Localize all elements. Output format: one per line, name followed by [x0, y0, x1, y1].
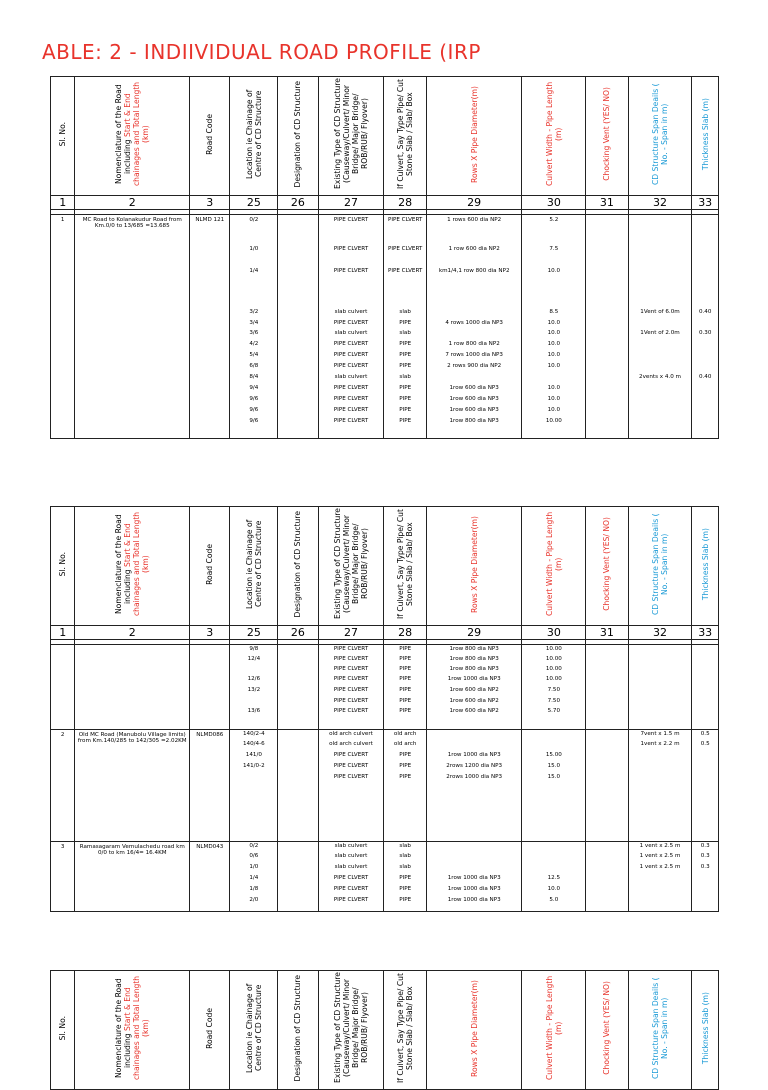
- cell-ifc: PIPE: [399, 676, 412, 682]
- cell-width: 10.00: [545, 646, 562, 652]
- cell-type: slab culvert: [334, 330, 368, 336]
- header-thickness-slab: Thickness Slab (m): [692, 971, 719, 1090]
- cell-loc: 140/4-6: [242, 741, 265, 747]
- column-number: 33: [692, 196, 719, 210]
- cell-width: 10.0: [547, 352, 561, 358]
- cell-ifc: PIPE: [399, 763, 412, 769]
- column-number: 2: [75, 196, 190, 210]
- column-number: 32: [628, 626, 692, 640]
- cell-ifc: PIPE: [399, 886, 412, 892]
- cell-width: 8.5: [549, 309, 559, 315]
- cell-ifc: PIPE: [399, 407, 412, 413]
- column-number: 27: [318, 626, 384, 640]
- cell-pipe: 1row 600 dia NP3: [449, 396, 499, 402]
- cell-width: 10.0: [547, 407, 561, 413]
- header-nomenclature: Nomenclature of the Road including Start & End chainages and Total Length (km): [75, 971, 190, 1090]
- cell-type: PIPE CLVERT: [333, 897, 369, 903]
- cell-ifc: slab: [399, 309, 411, 315]
- cell-pipe: 4 rows 1000 dia NP3: [445, 320, 503, 326]
- header-span-details: CD Structure Span Deails ( No. - Span in m): [628, 77, 692, 196]
- header-designation: Designation of CD Structure: [278, 507, 318, 626]
- cell-ifc: PIPE: [399, 698, 412, 704]
- road-profile-table-3: [50, 970, 719, 1090]
- cell-loc: 9/8: [249, 646, 259, 652]
- cell-type: PIPE CLVERT: [333, 886, 369, 892]
- cell-ifc: PIPE: [399, 774, 412, 780]
- cell-ifc: PIPE: [399, 687, 412, 693]
- cell-width: 10.00: [545, 656, 562, 662]
- cell-width: 10.0: [547, 385, 561, 391]
- header-row: [51, 77, 719, 196]
- cell-thick: 0.30: [698, 330, 712, 336]
- header-road-code: Road Code: [190, 507, 230, 626]
- cell-span: 1 vent x 2.5 m: [639, 864, 681, 870]
- header-location: Location ie Chainage of Centre of CD Structure: [230, 507, 278, 626]
- column-number: 3: [190, 626, 230, 640]
- cell-width: 10.0: [547, 341, 561, 347]
- header-chocking-vent: Chocking Vent (YES/ NO): [586, 971, 628, 1090]
- cell-loc: 9/6: [249, 407, 259, 413]
- cell-type: PIPE CLVERT: [333, 246, 369, 252]
- cell-thick: 0.40: [698, 374, 712, 380]
- header-if-culvert: If Culvert, Say Type Pipe/ Cut Stone Slab / Slab/ Box: [384, 77, 426, 196]
- cell-thick: 0.5: [700, 731, 710, 737]
- column-number: 1: [51, 626, 75, 640]
- cell-pipe: km1/4,1 row 800 dia NP2: [438, 268, 510, 274]
- header-location: Location ie Chainage of Centre of CD Structure: [230, 77, 278, 196]
- header-designation: Designation of CD Structure: [278, 77, 318, 196]
- header-location: Location ie Chainage of Centre of CD Structure: [230, 971, 278, 1090]
- cell-loc: 12/6: [247, 676, 261, 682]
- cell-type: slab culvert: [334, 853, 368, 859]
- cell-width: 5.70: [547, 708, 561, 714]
- cell-type: slab culvert: [334, 374, 368, 380]
- cell-loc: 1/4: [249, 268, 259, 274]
- cell-width: 7.5: [549, 246, 559, 252]
- cell-type: PIPE CLVERT: [333, 875, 369, 881]
- cell-pipe: 1row 600 dia NP2: [449, 708, 499, 714]
- cell-ifc: PIPE CLVERT: [387, 268, 423, 274]
- header-existing-type: Existing Type of CD Structure (Causeway/Culvert/ Minor Bridge/ Major Bridge/ ROB/RUB/ Flyover): [318, 971, 384, 1090]
- column-number: 25: [230, 626, 278, 640]
- cell-ifc: PIPE: [399, 656, 412, 662]
- cell-loc: 0/2: [249, 217, 259, 223]
- header-if-culvert: If Culvert, Say Type Pipe/ Cut Stone Slab / Slab/ Box: [384, 507, 426, 626]
- cell-span: 2vents x 4.0 m: [639, 374, 681, 380]
- cell-type: PIPE CLVERT: [333, 352, 369, 358]
- column-number: 26: [278, 196, 318, 210]
- column-number: 29: [426, 196, 522, 210]
- cell-type: PIPE CLVERT: [333, 396, 369, 402]
- cell-type: PIPE CLVERT: [333, 656, 369, 662]
- cell-width: 10.0: [547, 330, 561, 336]
- cell-type: PIPE CLVERT: [333, 676, 369, 682]
- cell-type: PIPE CLVERT: [333, 363, 369, 369]
- cell-type: PIPE CLVERT: [333, 708, 369, 714]
- header-chocking-vent: Chocking Vent (YES/ NO): [586, 77, 628, 196]
- cell-type: PIPE CLVERT: [333, 407, 369, 413]
- road-name-cell: Old MC Road (Manubolu Village limits) from Km.140/285 to 142/305 =2.02KM: [75, 730, 190, 842]
- header-row: [51, 507, 719, 626]
- column-number: 2: [75, 626, 190, 640]
- cell-pipe: 1row 1000 dia NP3: [447, 676, 501, 682]
- cell-loc: 1/0: [249, 864, 259, 870]
- cell-loc: 2/0: [249, 897, 259, 903]
- cell-type: slab culvert: [334, 864, 368, 870]
- cell-loc: 1/4: [249, 875, 259, 881]
- cell-ifc: PIPE: [399, 341, 412, 347]
- cell-width: 10.00: [545, 676, 562, 682]
- cell-thick: 0.3: [700, 864, 710, 870]
- cell-ifc: PIPE: [399, 752, 412, 758]
- cell-loc: 1/0: [249, 246, 259, 252]
- header-row: [51, 971, 719, 1090]
- cell-type: slab culvert: [334, 843, 368, 849]
- road-name-cell: Ramasagaram Vemulachedu road km 0/0 to km 16/4= 16.4KM: [75, 842, 190, 912]
- column-number-row: [51, 196, 719, 210]
- cell-width: 7.50: [547, 698, 561, 704]
- page-title: ABLE: 2 - INDIIVIDUAL ROAD PROFILE (IRP: [42, 40, 481, 64]
- cell-ifc: PIPE: [399, 646, 412, 652]
- cell-loc: 9/6: [249, 418, 259, 424]
- header-sl-no: Sl. No.: [51, 507, 75, 626]
- header-if-culvert: If Culvert, Say Type Pipe/ Cut Stone Slab / Slab/ Box: [384, 971, 426, 1090]
- cell-width: 7.50: [547, 687, 561, 693]
- cell-ifc: slab: [399, 330, 411, 336]
- cell-loc: 9/4: [249, 385, 259, 391]
- cell-width: 10.0: [547, 396, 561, 402]
- cell-width: 10.0: [547, 886, 561, 892]
- cell-pipe: 1row 600 dia NP2: [449, 687, 499, 693]
- cell-type: slab culvert: [334, 309, 368, 315]
- header-road-code: Road Code: [190, 77, 230, 196]
- cell-pipe: 1row 800 dia NP3: [449, 418, 499, 424]
- header-rows-pipe-diameter: Rows X Pipe Diameter(m): [426, 971, 522, 1090]
- column-number: 28: [384, 626, 426, 640]
- cell-width: 10.0: [547, 363, 561, 369]
- cell-span: 7vent x 1.5 m: [640, 731, 680, 737]
- cell-width: 12.5: [547, 875, 561, 881]
- cell-type: PIPE CLVERT: [333, 666, 369, 672]
- cell-pipe: 2rows 1000 dia NP3: [446, 774, 503, 780]
- cell-loc: 140/2-4: [242, 731, 265, 737]
- road-code-cell: NLMD 121: [190, 215, 230, 439]
- header-nomenclature: Nomenclature of the Road including Start & End chainages and Total Length (km): [75, 77, 190, 196]
- column-number: 3: [190, 196, 230, 210]
- column-number-row: [51, 626, 719, 640]
- cell-width: 15.0: [547, 763, 561, 769]
- cell-ifc: old arch: [393, 731, 417, 737]
- cell-pipe: 1row 800 dia NP3: [449, 666, 499, 672]
- cell-type: PIPE CLVERT: [333, 646, 369, 652]
- column-number: 1: [51, 196, 75, 210]
- cell-pipe: 1row 1000 dia NP3: [447, 752, 501, 758]
- cell-ifc: slab: [399, 864, 411, 870]
- cell-thick: 0.5: [700, 741, 710, 747]
- cell-loc: 8/4: [249, 374, 259, 380]
- cell-ifc: PIPE: [399, 396, 412, 402]
- header-culvert-width: Culvert Width - Pipe Length (m): [522, 507, 586, 626]
- header-culvert-width: Culvert Width - Pipe Length (m): [522, 77, 586, 196]
- header-rows-pipe-diameter: Rows X Pipe Diameter(m): [426, 77, 522, 196]
- cell-width: 15.0: [547, 774, 561, 780]
- cell-type: PIPE CLVERT: [333, 774, 369, 780]
- cell-ifc: PIPE CLVERT: [387, 217, 423, 223]
- column-number: 30: [522, 626, 586, 640]
- header-existing-type: Existing Type of CD Structure (Causeway/Culvert/ Minor Bridge/ Major Bridge/ ROB/RUB/ Flyover): [318, 507, 384, 626]
- cell-ifc: old arch: [393, 741, 417, 747]
- road-code-cell: NLMD086: [190, 730, 230, 842]
- cell-pipe: 1row 600 dia NP2: [449, 698, 499, 704]
- column-number: 31: [586, 626, 628, 640]
- cell-ifc: PIPE: [399, 875, 412, 881]
- column-number: 28: [384, 196, 426, 210]
- cell-loc: 0/6: [249, 853, 259, 859]
- cell-loc: 3/4: [249, 320, 259, 326]
- header-culvert-width: Culvert Width - Pipe Length (m): [522, 971, 586, 1090]
- cell-type: PIPE CLVERT: [333, 752, 369, 758]
- cell-type: PIPE CLVERT: [333, 341, 369, 347]
- header-thickness-slab: Thickness Slab (m): [692, 507, 719, 626]
- cell-loc: 5/4: [249, 352, 259, 358]
- cell-loc: 141/0-2: [242, 763, 265, 769]
- header-designation: Designation of CD Structure: [278, 971, 318, 1090]
- cell-ifc: PIPE: [399, 666, 412, 672]
- cell-loc: 13/2: [247, 687, 261, 693]
- cell-ifc: slab: [399, 853, 411, 859]
- sl-no-cell: 3: [51, 842, 75, 912]
- cell-ifc: PIPE: [399, 897, 412, 903]
- column-number: 30: [522, 196, 586, 210]
- cell-width: 10.0: [547, 320, 561, 326]
- cell-loc: 4/2: [249, 341, 259, 347]
- cell-type: PIPE CLVERT: [333, 320, 369, 326]
- cell-pipe: 2 rows 900 dia NP2: [447, 363, 502, 369]
- cell-type: PIPE CLVERT: [333, 217, 369, 223]
- cell-pipe: 1 rows 600 dia NP2: [447, 217, 502, 223]
- cell-pipe: 1row 1000 dia NP3: [447, 886, 501, 892]
- cell-width: 15.00: [545, 752, 562, 758]
- cell-pipe: 1row 1000 dia NP3: [447, 875, 501, 881]
- cell-ifc: PIPE: [399, 363, 412, 369]
- cell-span: 1vent x 2.2 m: [640, 741, 680, 747]
- cell-loc: 12/4: [247, 656, 261, 662]
- cell-pipe: 1 row 600 dia NP2: [448, 246, 500, 252]
- cell-pipe: 1row 800 dia NP3: [449, 646, 499, 652]
- column-number: 27: [318, 196, 384, 210]
- cell-width: 10.00: [545, 418, 562, 424]
- cell-pipe: 1 row 800 dia NP2: [448, 341, 500, 347]
- header-thickness-slab: Thickness Slab (m): [692, 77, 719, 196]
- column-number: 26: [278, 626, 318, 640]
- column-number: 33: [692, 626, 719, 640]
- cell-type: old arch culvert: [329, 731, 373, 737]
- cell-type: PIPE CLVERT: [333, 698, 369, 704]
- header-existing-type: Existing Type of CD Structure (Causeway/Culvert/ Minor Bridge/ Major Bridge/ ROB/RUB/ Flyover): [318, 77, 384, 196]
- cell-pipe: 2rows 1200 dia NP3: [446, 763, 503, 769]
- cell-width: 10.0: [547, 268, 561, 274]
- cell-span: 1 vent x 2.5 m: [639, 853, 681, 859]
- cell-loc: 9/6: [249, 396, 259, 402]
- header-sl-no: Sl. No.: [51, 971, 75, 1090]
- sl-no-cell: 2: [51, 730, 75, 842]
- cell-width: 10.00: [545, 666, 562, 672]
- cell-span: 1Vent of 6.0m: [640, 309, 680, 315]
- cell-loc: 3/6: [249, 330, 259, 336]
- header-sl-no: Sl. No.: [51, 77, 75, 196]
- cell-loc: 3/2: [249, 309, 259, 315]
- road-code-cell: NLMD043: [190, 842, 230, 912]
- cell-ifc: PIPE: [399, 385, 412, 391]
- cell-ifc: PIPE: [399, 418, 412, 424]
- cell-type: PIPE CLVERT: [333, 763, 369, 769]
- column-number: 29: [426, 626, 522, 640]
- header-span-details: CD Structure Span Deails ( No. - Span in m): [628, 507, 692, 626]
- cell-span: 1Vent of 2.0m: [640, 330, 680, 336]
- cell-ifc: PIPE: [399, 708, 412, 714]
- column-number: 32: [628, 196, 692, 210]
- cell-type: PIPE CLVERT: [333, 385, 369, 391]
- cell-loc: 13/6: [247, 708, 261, 714]
- header-road-code: Road Code: [190, 971, 230, 1090]
- cell-pipe: 1row 1000 dia NP3: [447, 897, 501, 903]
- cell-pipe: 1row 800 dia NP3: [449, 656, 499, 662]
- cell-type: PIPE CLVERT: [333, 268, 369, 274]
- header-rows-pipe-diameter: Rows X Pipe Diameter(m): [426, 507, 522, 626]
- header-span-details: CD Structure Span Deails ( No. - Span in m): [628, 971, 692, 1090]
- cell-span: 1 vent x 2.5 m: [639, 843, 681, 849]
- cell-type: PIPE CLVERT: [333, 687, 369, 693]
- header-nomenclature: Nomenclature of the Road including Start & End chainages and Total Length (km): [75, 507, 190, 626]
- column-number: 25: [230, 196, 278, 210]
- cell-type: PIPE CLVERT: [333, 418, 369, 424]
- cell-loc: 1/8: [249, 886, 259, 892]
- cell-ifc: PIPE CLVERT: [387, 246, 423, 252]
- cell-thick: 0.3: [700, 853, 710, 859]
- cell-type: old arch culvert: [329, 741, 373, 747]
- cell-ifc: slab: [399, 843, 411, 849]
- road-profile-table-2: [50, 506, 719, 912]
- cell-loc: 0/2: [249, 843, 259, 849]
- cell-thick: 0.40: [698, 309, 712, 315]
- column-number: 31: [586, 196, 628, 210]
- cell-ifc: slab: [399, 374, 411, 380]
- cell-loc: 141/0: [245, 752, 262, 758]
- cell-width: 5.2: [549, 217, 559, 223]
- cell-pipe: 7 rows 1000 dia NP3: [445, 352, 503, 358]
- cell-thick: 0.3: [700, 843, 710, 849]
- cell-ifc: PIPE: [399, 352, 412, 358]
- cell-pipe: 1row 600 dia NP3: [449, 385, 499, 391]
- cell-loc: 6/8: [249, 363, 259, 369]
- cell-ifc: PIPE: [399, 320, 412, 326]
- road-name-cell: MC Road to Kolanakudur Road from Km.0/0 to 13/685 =13.685: [75, 215, 190, 439]
- header-chocking-vent: Chocking Vent (YES/ NO): [586, 507, 628, 626]
- cell-pipe: 1row 600 dia NP3: [449, 407, 499, 413]
- sl-no-cell: 1: [51, 215, 75, 439]
- road-profile-table-1: [50, 76, 719, 439]
- cell-width: 5.0: [549, 897, 559, 903]
